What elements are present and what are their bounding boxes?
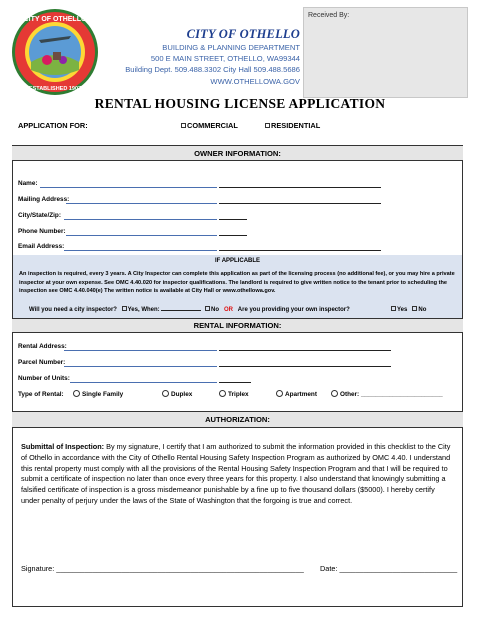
- email-label: Email Address:: [18, 243, 65, 250]
- city-seal-logo: [11, 8, 99, 96]
- form-frame: [12, 145, 463, 607]
- city-name: CITY OF OTHELLO: [186, 27, 300, 41]
- type-single-family[interactable]: Single Family: [73, 390, 123, 398]
- email-input[interactable]: [64, 250, 217, 251]
- single-family-radio[interactable]: [73, 390, 80, 397]
- owner-info-heading: OWNER INFORMATION:: [12, 145, 463, 161]
- commercial-option[interactable]: COMMERCIAL: [181, 121, 238, 130]
- city-inspector-question: Will you need a city inspector?: [29, 307, 117, 313]
- apartment-radio[interactable]: [276, 390, 283, 397]
- mailing-label: Mailing Address:: [18, 196, 70, 203]
- form-title: RENTAL HOUSING LICENSE APPLICATION: [94, 96, 386, 111]
- triplex-radio[interactable]: [219, 390, 226, 397]
- name-input[interactable]: [40, 187, 217, 188]
- mailing-input-2[interactable]: [219, 203, 381, 204]
- rental-address-input-2[interactable]: [219, 350, 391, 351]
- dept-name: BUILDING & PLANNING DEPARTMENT: [162, 43, 300, 52]
- submittal-lead: Submittal of Inspection:: [21, 442, 105, 451]
- received-by-box[interactable]: [303, 7, 468, 98]
- svg-text:CITY OF OTHELLO: CITY OF OTHELLO: [23, 16, 87, 23]
- name-label: Name:: [18, 180, 38, 187]
- rental-type-label: Type of Rental:: [18, 391, 64, 398]
- received-by-label: Received By:: [308, 12, 350, 19]
- rental-address-input[interactable]: [64, 350, 217, 351]
- inspection-when-input[interactable]: [161, 310, 201, 311]
- phone-input[interactable]: [66, 235, 217, 236]
- name-input-2[interactable]: [219, 187, 381, 188]
- dept-phones: Building Dept. 509.488.3302 City Hall 509.488.5686: [125, 65, 300, 75]
- or-text: OR: [224, 307, 234, 313]
- authorization-statement: [21, 442, 455, 507]
- own-inspector-no-checkbox[interactable]: [412, 306, 417, 311]
- if-applicable-section: IF APPLICABLE An inspection is required, every 3 years. A City Inspector can complete this application as part of the licensing process (no additional fee), or you may hire a private inspector at your own expense. See OMC 4.40.020 for inspector qualifications. The landlord is required to give written notice to the tenant prior to scheduling the inspection see OMC 4.40.040(e) The written notice is available at City Hall or www.othellowa.gov. Will you need a city inspector? Yes, When: No OR Are you providing your own inspector? Yes No: [13, 255, 462, 318]
- city-input[interactable]: [64, 219, 217, 220]
- department-header: [100, 27, 300, 87]
- svg-text:ESTABLISHED 1907: ESTABLISHED 1907: [28, 86, 82, 92]
- duplex-radio[interactable]: [162, 390, 169, 397]
- residential-checkbox[interactable]: [265, 123, 270, 128]
- city-inspector-yes-checkbox[interactable]: [122, 306, 127, 311]
- phone-input-2[interactable]: [219, 235, 247, 236]
- own-inspector-yes-checkbox[interactable]: [391, 306, 396, 311]
- parcel-number-input-2[interactable]: [219, 366, 391, 367]
- phone-label: Phone Number:: [18, 228, 66, 235]
- city-state-zip-label: City/State/Zip:: [18, 212, 61, 219]
- dept-website: WWW.OTHELLOWA.GOV: [210, 76, 300, 86]
- city-input-2[interactable]: [219, 219, 247, 220]
- rental-info-heading: RENTAL INFORMATION:: [12, 318, 463, 333]
- rental-address-label: Rental Address:: [18, 343, 67, 350]
- city-inspector-no-checkbox[interactable]: [205, 306, 210, 311]
- application-for-label: APPLICATION FOR:: [18, 121, 88, 130]
- signature-field[interactable]: Signature: _____________________________________________________________: [21, 564, 304, 573]
- own-inspector-question: Are you providing your own inspector?: [237, 307, 350, 313]
- authorization-heading: AUTHORIZATION:: [12, 411, 463, 428]
- inspection-notice: An inspection is required, every 3 years. A City Inspector can complete this application as part of the licensing process (no additional fee), or you may hire a private inspector at your own expense. See OMC 4.40.020 for inspector qualifications. The landlord is required to give written notice to the tenant prior to scheduling the inspection see OMC 4.40.040(e) The written notice is available at City Hall or www.othellowa.gov.: [19, 271, 455, 295]
- other-radio[interactable]: [331, 390, 338, 397]
- type-apartment[interactable]: Apartment: [276, 390, 317, 398]
- units-label: Number of Units:: [18, 375, 70, 382]
- parcel-number-label: Parcel Number:: [18, 359, 66, 366]
- type-other[interactable]: Other: _______________________: [331, 390, 443, 398]
- if-applicable-heading: IF APPLICABLE: [214, 258, 261, 264]
- parcel-number-input[interactable]: [64, 366, 217, 367]
- dept-address: 500 E MAIN STREET, OTHELLO, WA99344: [150, 54, 300, 64]
- units-input-2[interactable]: [219, 382, 251, 383]
- units-input[interactable]: [70, 382, 217, 383]
- authorization-body: By my signature, I certify that I am authorized to submit the information provided in this checklist to the City of Othello in accordance with the City of Othello Rental Housing Safety Inspection Program as authorized by OMC 4.40. I understand this rental property must comply with all the provisions of the Rental Housing Safety Inspection Program and that I will be required to submit a certificate of inspection no later than once every three years for this property. I also understand that knowingly submitting a falsified certificate of inspection is a gross misdemeanor punishable by a fine up to five thousand dollars ($5000). I hereby certify under penalty of perjury under the laws of the State of Washington that the forgoing is true and correct.: [21, 442, 451, 505]
- type-duplex[interactable]: Duplex: [162, 390, 192, 398]
- residential-option[interactable]: RESIDENTIAL: [265, 121, 320, 130]
- date-field[interactable]: Date: _____________________________: [320, 564, 458, 573]
- type-triplex[interactable]: Triplex: [219, 390, 249, 398]
- email-input-2[interactable]: [219, 250, 381, 251]
- commercial-checkbox[interactable]: [181, 123, 186, 128]
- mailing-input[interactable]: [66, 203, 217, 204]
